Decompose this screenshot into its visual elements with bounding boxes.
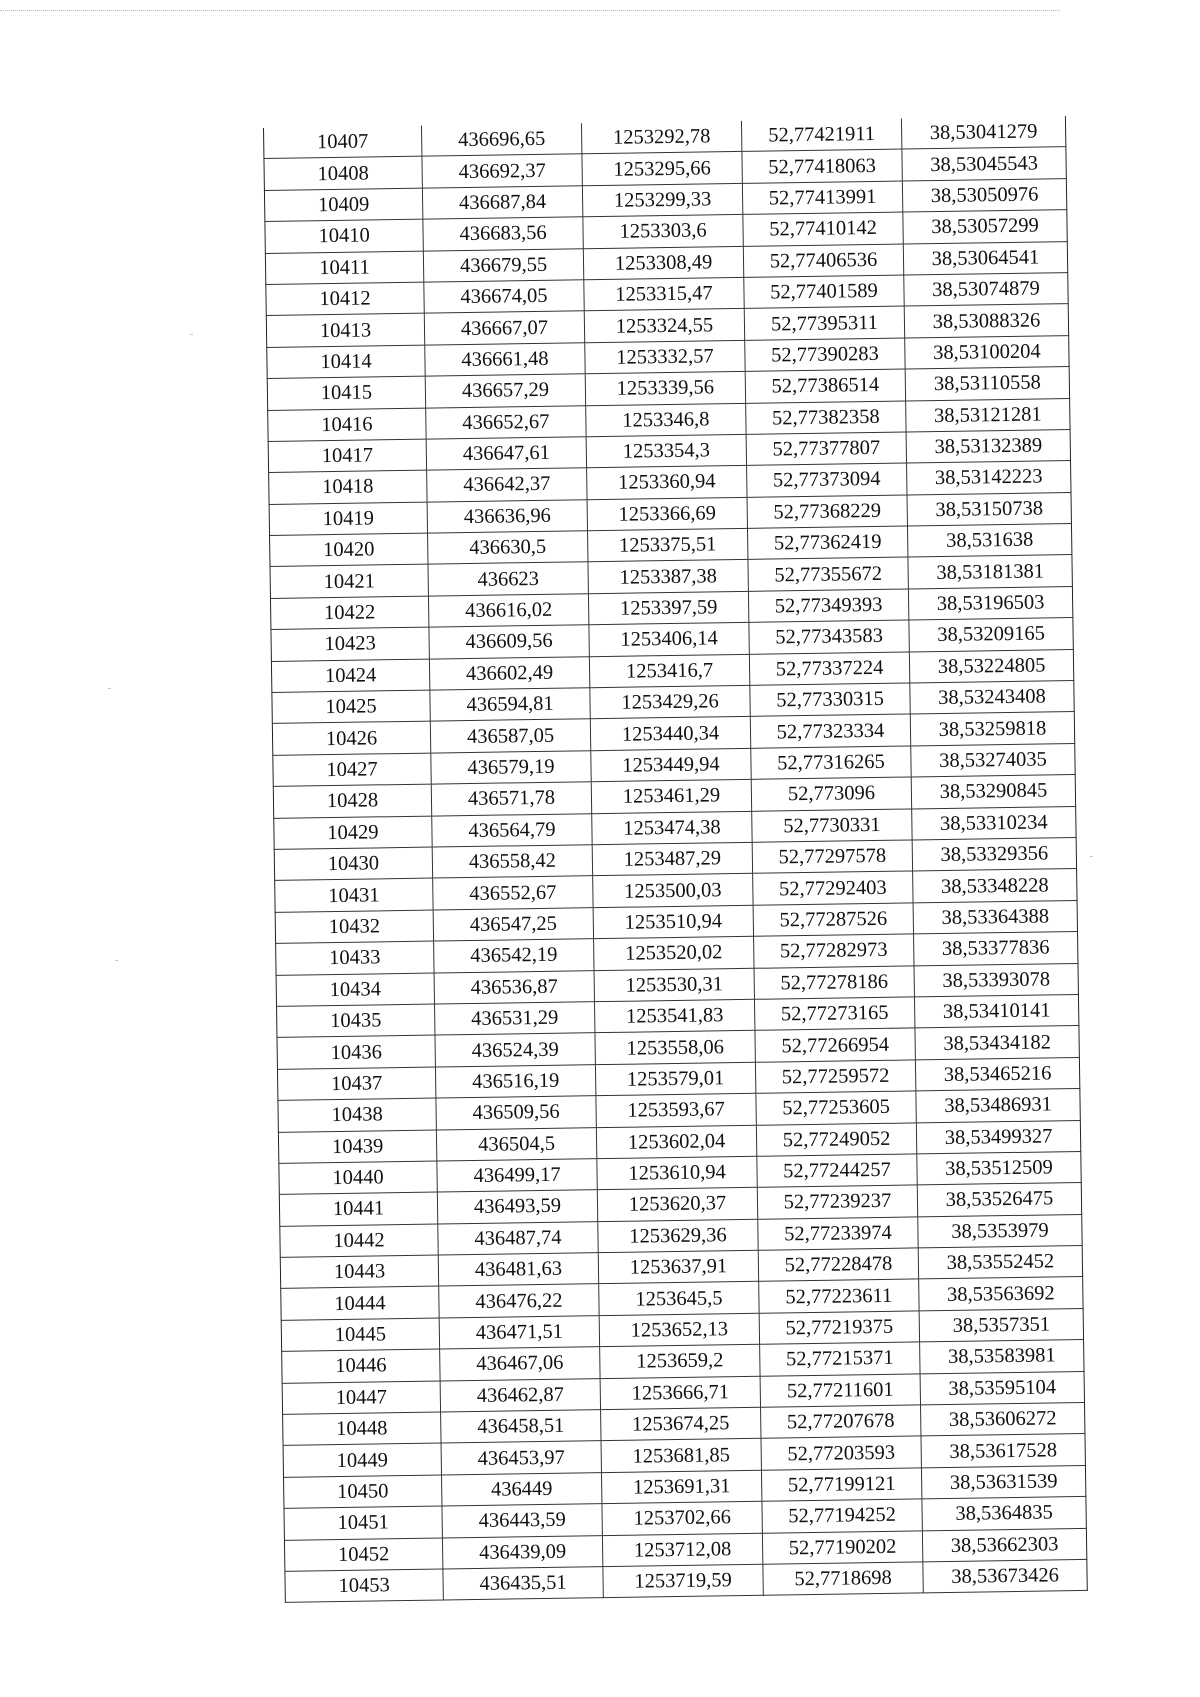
longitude-cell: 38,53673426: [923, 1559, 1087, 1593]
point-number-cell: 10443: [280, 1255, 438, 1289]
y-coordinate-cell: 1253712,08: [602, 1533, 762, 1567]
y-coordinate-cell: 1253691,31: [601, 1470, 761, 1504]
y-coordinate-cell: 1253520,02: [594, 936, 754, 970]
longitude-cell: 38,53486931: [916, 1089, 1080, 1123]
x-coordinate-cell: 436462,87: [440, 1378, 600, 1412]
y-coordinate-cell: 1253449,94: [591, 748, 751, 782]
y-coordinate-cell: 1253541,83: [594, 999, 754, 1033]
point-number-cell: 10450: [284, 1475, 442, 1509]
longitude-cell: 38,53583981: [920, 1340, 1084, 1374]
y-coordinate-cell: 1253303,6: [583, 215, 743, 249]
longitude-cell: 38,53224805: [909, 649, 1073, 683]
y-coordinate-cell: 1253666,71: [600, 1376, 760, 1410]
y-coordinate-cell: 1253354,3: [586, 434, 746, 468]
latitude-cell: 52,77273165: [754, 997, 914, 1031]
y-coordinate-cell: 1253315,47: [584, 277, 744, 311]
point-number-cell: 10453: [285, 1569, 443, 1603]
point-number-cell: 10437: [277, 1067, 435, 1101]
y-coordinate-cell: 1253659,2: [600, 1345, 760, 1379]
point-number-cell: 10429: [274, 816, 432, 850]
point-number-cell: 10416: [268, 408, 426, 442]
y-coordinate-cell: 1253530,31: [594, 968, 754, 1002]
y-coordinate-cell: 1253292,78: [581, 121, 741, 154]
latitude-cell: 52,77418063: [742, 149, 902, 183]
y-coordinate-cell: 1253602,04: [596, 1125, 756, 1159]
x-coordinate-cell: 436516,19: [435, 1064, 595, 1098]
longitude-cell: 38,53364388: [913, 900, 1077, 934]
x-coordinate-cell: 436449: [441, 1472, 601, 1506]
latitude-cell: 52,77219375: [759, 1311, 919, 1345]
x-coordinate-cell: 436587,05: [430, 719, 590, 753]
x-coordinate-cell: 436564,79: [432, 813, 592, 847]
point-number-cell: 10409: [264, 188, 422, 222]
latitude-cell: 52,77199121: [761, 1468, 921, 1502]
point-number-cell: 10421: [270, 565, 428, 599]
x-coordinate-cell: 436571,78: [431, 782, 591, 816]
longitude-cell: 38,53595104: [920, 1371, 1084, 1405]
latitude-cell: 52,77211601: [760, 1374, 920, 1408]
y-coordinate-cell: 1253620,37: [597, 1188, 757, 1222]
latitude-cell: 52,77377807: [746, 432, 906, 466]
longitude-cell: 38,53064541: [903, 241, 1067, 275]
point-number-cell: 10426: [272, 722, 430, 756]
latitude-cell: 52,77203593: [761, 1436, 921, 1470]
x-coordinate-cell: 436439,09: [442, 1535, 602, 1569]
latitude-cell: 52,77228478: [758, 1248, 918, 1282]
latitude-cell: 52,77244257: [757, 1154, 917, 1188]
y-coordinate-cell: 1253637,91: [598, 1250, 758, 1284]
x-coordinate-cell: 436481,63: [438, 1253, 598, 1287]
y-coordinate-cell: 1253360,94: [587, 466, 747, 500]
y-coordinate-cell: 1253510,94: [593, 905, 753, 939]
longitude-cell: 38,53100204: [905, 335, 1069, 369]
point-number-cell: 10427: [273, 753, 431, 787]
x-coordinate-cell: 436616,02: [428, 594, 588, 628]
y-coordinate-cell: 1253719,59: [603, 1564, 763, 1598]
y-coordinate-cell: 1253429,26: [590, 685, 750, 719]
y-coordinate-cell: 1253308,49: [583, 246, 743, 280]
latitude-cell: 52,77395311: [744, 306, 904, 340]
scan-speck: [190, 334, 193, 335]
latitude-cell: 52,77410142: [743, 212, 903, 246]
longitude-cell: 38,53132389: [906, 429, 1070, 463]
latitude-cell: 52,77253605: [756, 1091, 916, 1125]
latitude-cell: 52,77330315: [750, 683, 910, 717]
longitude-cell: 38,53050976: [902, 178, 1066, 212]
point-number-cell: 10423: [271, 627, 429, 661]
x-coordinate-cell: 436652,67: [426, 405, 586, 439]
x-coordinate-cell: 436696,65: [421, 123, 581, 156]
point-number-cell: 10449: [283, 1443, 441, 1477]
latitude-cell: 52,77355672: [748, 557, 908, 591]
latitude-cell: 52,77278186: [754, 965, 914, 999]
longitude-cell: 38,53274035: [911, 743, 1075, 777]
x-coordinate-cell: 436458,51: [441, 1410, 601, 1444]
latitude-cell: 52,77292403: [753, 871, 913, 905]
y-coordinate-cell: 1253558,06: [595, 1031, 755, 1065]
y-coordinate-cell: 1253375,51: [588, 528, 748, 562]
latitude-cell: 52,77249052: [756, 1122, 916, 1156]
point-number-cell: 10407: [263, 126, 421, 159]
point-number-cell: 10410: [265, 219, 423, 253]
longitude-cell: 38,53088326: [904, 304, 1068, 338]
longitude-cell: 38,53209165: [909, 618, 1073, 652]
coordinate-table-sheet: [263, 116, 1087, 1603]
longitude-cell: 38,53526475: [917, 1183, 1081, 1217]
point-number-cell: 10441: [279, 1192, 437, 1226]
y-coordinate-cell: 1253416,7: [589, 654, 749, 688]
latitude-cell: 52,77233974: [758, 1217, 918, 1251]
longitude-cell: 38,53121281: [906, 398, 1070, 432]
x-coordinate-cell: 436536,87: [434, 970, 594, 1004]
longitude-cell: 38,53662303: [922, 1528, 1086, 1562]
point-number-cell: 10430: [274, 847, 432, 881]
point-number-cell: 10428: [273, 784, 431, 818]
x-coordinate-cell: 436692,37: [422, 154, 582, 188]
y-coordinate-cell: 1253295,66: [582, 152, 742, 186]
x-coordinate-cell: 436623: [428, 562, 588, 596]
x-coordinate-cell: 436642,37: [427, 468, 587, 502]
latitude-cell: 52,77406536: [743, 244, 903, 278]
longitude-cell: 38,53512509: [917, 1151, 1081, 1185]
y-coordinate-cell: 1253579,01: [595, 1062, 755, 1096]
latitude-cell: 52,77362419: [747, 526, 907, 560]
latitude-cell: 52,77382358: [746, 401, 906, 435]
point-number-cell: 10448: [283, 1412, 441, 1446]
scan-speck: [115, 960, 118, 961]
y-coordinate-cell: 1253440,34: [590, 717, 750, 751]
longitude-cell: 38,53181381: [908, 555, 1072, 589]
longitude-cell: 38,5364835: [922, 1497, 1086, 1531]
longitude-cell: 38,53552452: [918, 1246, 1082, 1280]
x-coordinate-cell: 436609,56: [429, 625, 589, 659]
latitude-cell: 52,77373094: [747, 463, 907, 497]
longitude-cell: 38,53434182: [915, 1026, 1079, 1060]
x-coordinate-cell: 436509,56: [436, 1096, 596, 1130]
latitude-cell: 52,77323334: [750, 714, 910, 748]
x-coordinate-cell: 436657,29: [425, 374, 585, 408]
x-coordinate-cell: 436476,22: [439, 1284, 599, 1318]
latitude-cell: 52,77386514: [745, 369, 905, 403]
latitude-cell: 52,77343583: [749, 620, 909, 654]
point-number-cell: 10452: [284, 1538, 442, 1572]
latitude-cell: 52,77390283: [745, 338, 905, 372]
latitude-cell: 52,77297578: [752, 840, 912, 874]
longitude-cell: 38,53377836: [914, 932, 1078, 966]
longitude-cell: 38,53606272: [921, 1402, 1085, 1436]
longitude-cell: 38,53348228: [913, 869, 1077, 903]
point-number-cell: 10413: [266, 313, 424, 347]
latitude-cell: 52,773096: [751, 777, 911, 811]
y-coordinate-cell: 1253461,29: [591, 780, 751, 814]
latitude-cell: 52,77401589: [744, 275, 904, 309]
point-number-cell: 10420: [270, 533, 428, 567]
point-number-cell: 10431: [275, 878, 433, 912]
y-coordinate-cell: 1253629,36: [598, 1219, 758, 1253]
y-coordinate-cell: 1253500,03: [593, 874, 753, 908]
point-number-cell: 10433: [276, 941, 434, 975]
latitude-cell: 52,77223611: [759, 1279, 919, 1313]
latitude-cell: 52,77282973: [754, 934, 914, 968]
longitude-cell: 38,53393078: [914, 963, 1078, 997]
latitude-cell: 52,77207678: [761, 1405, 921, 1439]
point-number-cell: 10444: [281, 1286, 439, 1320]
longitude-cell: 38,53041279: [901, 116, 1065, 149]
point-number-cell: 10447: [282, 1381, 440, 1415]
x-coordinate-cell: 436547,25: [433, 907, 593, 941]
longitude-cell: 38,53290845: [911, 775, 1075, 809]
x-coordinate-cell: 436630,5: [428, 531, 588, 565]
point-number-cell: 10419: [269, 502, 427, 536]
y-coordinate-cell: 1253593,67: [596, 1093, 756, 1127]
longitude-cell: 38,53045543: [902, 147, 1066, 181]
x-coordinate-cell: 436687,84: [422, 186, 582, 220]
x-coordinate-cell: 436499,17: [437, 1159, 597, 1193]
longitude-cell: 38,5353979: [918, 1214, 1082, 1248]
y-coordinate-cell: 1253702,66: [602, 1501, 762, 1535]
point-number-cell: 10418: [269, 470, 427, 504]
x-coordinate-cell: 436647,61: [426, 437, 586, 471]
latitude-cell: 52,77413991: [742, 181, 902, 215]
latitude-cell: 52,7718698: [763, 1562, 923, 1596]
longitude-cell: 38,53410141: [914, 994, 1078, 1028]
latitude-cell: 52,77259572: [755, 1060, 915, 1094]
x-coordinate-cell: 436467,06: [440, 1347, 600, 1381]
latitude-cell: 52,77421911: [741, 119, 901, 152]
y-coordinate-cell: 1253387,38: [588, 560, 748, 594]
point-number-cell: 10424: [271, 659, 429, 693]
longitude-cell: 38,53196503: [908, 586, 1072, 620]
point-number-cell: 10439: [278, 1130, 436, 1164]
x-coordinate-cell: 436594,81: [430, 688, 590, 722]
longitude-cell: 38,53259818: [910, 712, 1074, 746]
y-coordinate-cell: 1253332,57: [585, 340, 745, 374]
point-number-cell: 10434: [276, 973, 434, 1007]
scan-speck: [108, 688, 111, 689]
latitude-cell: 52,77368229: [747, 495, 907, 529]
longitude-cell: 38,531638: [907, 524, 1071, 558]
point-number-cell: 10436: [277, 1035, 435, 1069]
latitude-cell: 52,7730331: [752, 809, 912, 843]
y-coordinate-cell: 1253299,33: [582, 183, 742, 217]
y-coordinate-cell: 1253681,85: [601, 1439, 761, 1473]
x-coordinate-cell: 436579,19: [431, 751, 591, 785]
longitude-cell: 38,53617528: [921, 1434, 1085, 1468]
y-coordinate-cell: 1253474,38: [592, 811, 752, 845]
longitude-cell: 38,53142223: [907, 461, 1071, 495]
x-coordinate-cell: 436487,74: [438, 1221, 598, 1255]
point-number-cell: 10412: [266, 282, 424, 316]
longitude-cell: 38,53150738: [907, 492, 1071, 526]
y-coordinate-cell: 1253487,29: [592, 842, 752, 876]
longitude-cell: 38,53563692: [919, 1277, 1083, 1311]
longitude-cell: 38,53465216: [915, 1057, 1079, 1091]
point-number-cell: 10446: [282, 1349, 440, 1383]
x-coordinate-cell: 436552,67: [433, 876, 593, 910]
x-coordinate-cell: 436558,42: [432, 845, 592, 879]
point-number-cell: 10445: [281, 1318, 439, 1352]
x-coordinate-cell: 436602,49: [429, 656, 589, 690]
x-coordinate-cell: 436661,48: [425, 342, 585, 376]
y-coordinate-cell: 1253610,94: [597, 1156, 757, 1190]
y-coordinate-cell: 1253406,14: [589, 623, 749, 657]
x-coordinate-cell: 436679,55: [423, 248, 583, 282]
y-coordinate-cell: 1253366,69: [587, 497, 747, 531]
x-coordinate-cell: 436443,59: [442, 1504, 602, 1538]
point-number-cell: 10435: [277, 1004, 435, 1038]
y-coordinate-cell: 1253324,55: [584, 309, 744, 343]
longitude-cell: 38,53499327: [916, 1120, 1080, 1154]
latitude-cell: 52,77316265: [751, 746, 911, 780]
point-number-cell: 10451: [284, 1506, 442, 1540]
x-coordinate-cell: 436683,56: [423, 217, 583, 251]
x-coordinate-cell: 436674,05: [424, 280, 584, 314]
y-coordinate-cell: 1253652,13: [599, 1313, 759, 1347]
longitude-cell: 38,53074879: [904, 273, 1068, 307]
point-number-cell: 10425: [272, 690, 430, 724]
longitude-cell: 38,5357351: [919, 1308, 1083, 1342]
point-number-cell: 10432: [275, 910, 433, 944]
scan-speck: [1090, 856, 1093, 857]
latitude-cell: 52,77287526: [753, 903, 913, 937]
x-coordinate-cell: 436453,97: [441, 1441, 601, 1475]
x-coordinate-cell: 436493,59: [437, 1190, 597, 1224]
coordinate-table-body: [263, 116, 1087, 1603]
latitude-cell: 52,77266954: [755, 1028, 915, 1062]
point-number-cell: 10415: [267, 376, 425, 410]
y-coordinate-cell: 1253645,5: [599, 1282, 759, 1316]
x-coordinate-cell: 436667,07: [424, 311, 584, 345]
point-number-cell: 10442: [280, 1224, 438, 1258]
latitude-cell: 52,77194252: [762, 1499, 922, 1533]
longitude-cell: 38,53243408: [910, 681, 1074, 715]
x-coordinate-cell: 436435,51: [443, 1567, 603, 1601]
latitude-cell: 52,77215371: [760, 1342, 920, 1376]
longitude-cell: 38,53329356: [912, 838, 1076, 872]
coordinate-table: [263, 116, 1088, 1603]
point-number-cell: 10414: [267, 345, 425, 379]
longitude-cell: 38,53310234: [912, 806, 1076, 840]
latitude-cell: 52,77337224: [749, 652, 909, 686]
latitude-cell: 52,77239237: [757, 1185, 917, 1219]
y-coordinate-cell: 1253674,25: [601, 1407, 761, 1441]
x-coordinate-cell: 436504,5: [436, 1127, 596, 1161]
y-coordinate-cell: 1253346,8: [586, 403, 746, 437]
x-coordinate-cell: 436542,19: [434, 939, 594, 973]
latitude-cell: 52,77349393: [748, 589, 908, 623]
longitude-cell: 38,53057299: [903, 210, 1067, 244]
point-number-cell: 10411: [265, 251, 423, 285]
x-coordinate-cell: 436524,39: [435, 1033, 595, 1067]
point-number-cell: 10422: [270, 596, 428, 630]
x-coordinate-cell: 436471,51: [439, 1315, 599, 1349]
point-number-cell: 10440: [279, 1161, 437, 1195]
y-coordinate-cell: 1253339,56: [585, 371, 745, 405]
latitude-cell: 52,77190202: [762, 1530, 922, 1564]
point-number-cell: 10417: [268, 439, 426, 473]
point-number-cell: 10438: [278, 1098, 436, 1132]
y-coordinate-cell: 1253397,59: [588, 591, 748, 625]
scan-top-edge-rule: [0, 10, 1060, 11]
longitude-cell: 38,53631539: [921, 1465, 1085, 1499]
point-number-cell: 10408: [264, 157, 422, 191]
x-coordinate-cell: 436636,96: [427, 499, 587, 533]
longitude-cell: 38,53110558: [905, 367, 1069, 401]
x-coordinate-cell: 436531,29: [435, 1002, 595, 1036]
